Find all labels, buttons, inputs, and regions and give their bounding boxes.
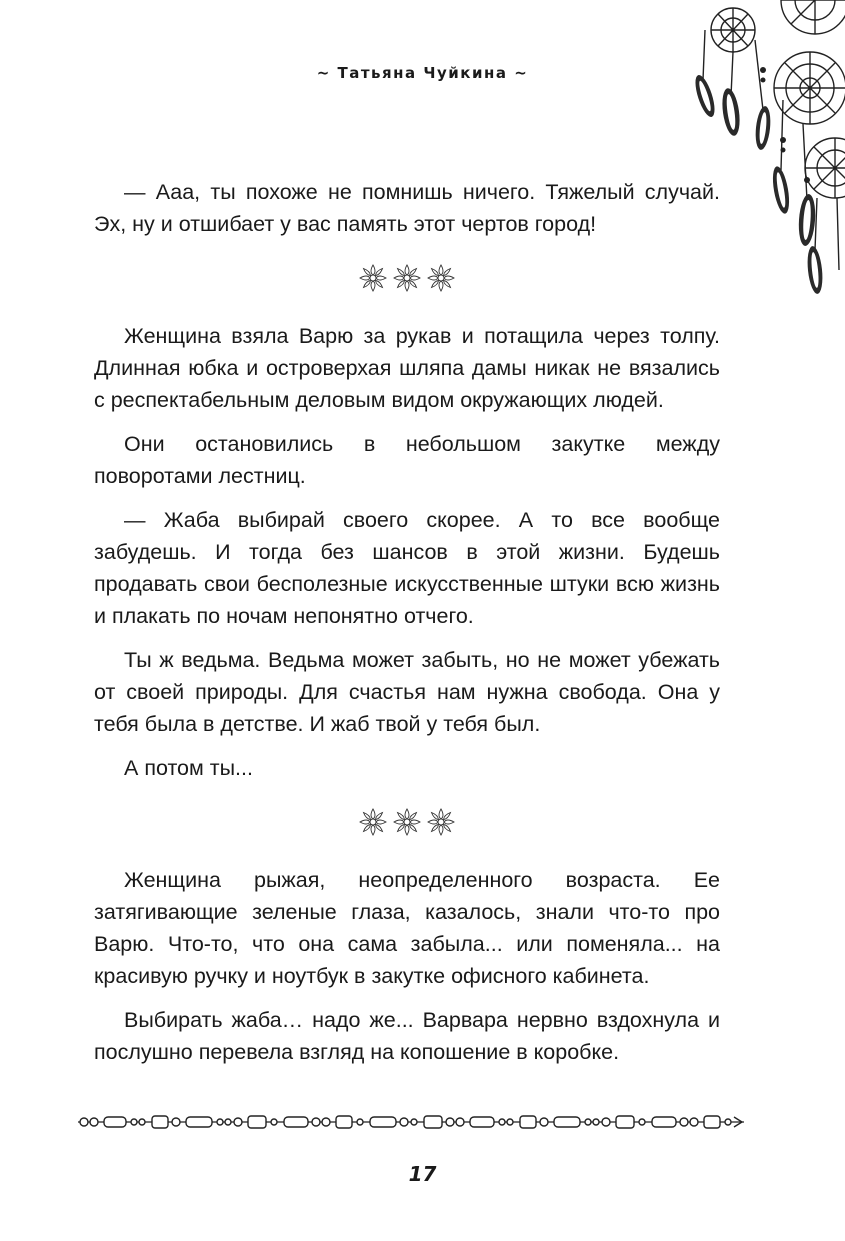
paragraph: Женщина рыжая, неопределенного возраста. Ее затягивающие зеленые глаза, казалось, знали что-то про Варю. Что-то, что она сама забыла... или поменяла... на красивую ручку и ноутбук в закутке офисного кабинета. bbox=[94, 868, 720, 988]
paragraph: — Жаба выбирай своего скорее. А то все вообще забудешь. И тогда без шансов в этой жизни. Будешь продавать свои бесполезные искусственные штуки всю жизнь и плакать по ночам непонятно отчего. bbox=[94, 508, 720, 628]
section-separator bbox=[94, 262, 720, 294]
paragraph: Они остановились в небольшом закутке между поворотами лестниц. bbox=[94, 432, 720, 488]
paragraph: А потом ты... bbox=[124, 756, 253, 780]
paragraph: Ты ж ведьма. Ведьма может забыть, но не может убежать от своей природы. Для счастья нам нужна свобода. Она у тебя была в детстве. И жаб твой у тебя был. bbox=[94, 648, 720, 736]
running-head: ~ Татьяна Чуйкина ~ bbox=[316, 64, 529, 82]
lotus-flower-icon bbox=[358, 263, 388, 293]
paragraph: Выбирать жаба… надо же... Варвара нервно вздохнула и послушно перевела взгляд на копошение в коробке. bbox=[94, 1008, 720, 1064]
beaded-string-ornament bbox=[78, 1112, 744, 1132]
body-text bbox=[94, 176, 720, 1080]
paragraph: — Ааа, ты похоже не помнишь ничего. Тяжелый случай. Эх, ну и отшибает у вас память этот чертов город! bbox=[94, 180, 720, 236]
lotus-flower-icon bbox=[358, 807, 388, 837]
paragraph: Женщина взяла Варю за рукав и потащила через толпу. Длинная юбка и островерхая шляпа дамы никак не вязались с респектабельным деловым видом окружающих людей. bbox=[94, 324, 720, 412]
section-separator bbox=[94, 806, 720, 838]
lotus-flower-icon bbox=[426, 263, 456, 293]
page-number: 17 bbox=[408, 1162, 437, 1186]
lotus-flower-icon bbox=[426, 807, 456, 837]
lotus-flower-icon bbox=[392, 807, 422, 837]
lotus-flower-icon bbox=[392, 263, 422, 293]
